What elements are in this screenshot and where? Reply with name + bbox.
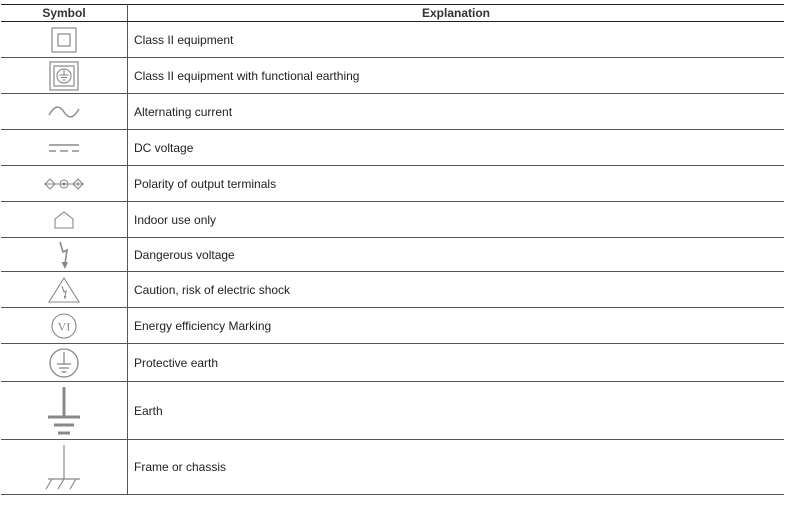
symbol-table-container: [1, 4, 784, 495]
dangerous-voltage-icon: [57, 240, 71, 270]
symbol-table: [1, 4, 784, 495]
explanation-cell: Caution, risk of electric shock: [128, 272, 785, 308]
symbol-cell: [1, 382, 128, 440]
symbol-cell: [1, 130, 128, 166]
vi-icon-text: VI: [57, 319, 71, 333]
symbol-cell: [1, 22, 128, 58]
frame-chassis-icon: [44, 443, 84, 491]
earth-icon: [44, 385, 84, 437]
symbol-cell: [1, 308, 128, 344]
table-header-row: [1, 5, 784, 22]
symbol-cell: [1, 166, 128, 202]
table-row: [1, 202, 784, 238]
table-row: [1, 58, 784, 94]
header-symbol: Symbol: [1, 5, 128, 22]
dc-voltage-icon: [47, 142, 81, 154]
explanation-cell: Energy efficiency Marking: [128, 308, 785, 344]
symbol-cell: [1, 344, 128, 382]
table-row: [1, 130, 784, 166]
explanation-cell: Alternating current: [128, 94, 785, 130]
explanation-cell: Dangerous voltage: [128, 238, 785, 272]
symbol-cell: [1, 58, 128, 94]
explanation-cell: Class II equipment: [128, 22, 785, 58]
explanation-cell: Indoor use only: [128, 202, 785, 238]
table-row: [1, 382, 784, 440]
table-row: [1, 166, 784, 202]
explanation-cell: Polarity of output terminals: [128, 166, 785, 202]
alternating-current-icon: [47, 104, 81, 120]
explanation-cell: DC voltage: [128, 130, 785, 166]
table-row: [1, 272, 784, 308]
symbol-cell: [1, 272, 128, 308]
table-row: [1, 344, 784, 382]
energy-efficiency-vi-icon: [50, 312, 78, 340]
electric-shock-warning-icon: [47, 276, 81, 304]
header-explanation: Explanation: [128, 5, 785, 22]
table-row: [1, 94, 784, 130]
table-row: [1, 308, 784, 344]
explanation-cell: Frame or chassis: [128, 440, 785, 495]
table-row: [1, 440, 784, 495]
class-ii-equipment-icon: [51, 27, 77, 53]
symbol-cell: [1, 202, 128, 238]
class-ii-functional-earth-icon: [49, 61, 79, 91]
explanation-cell: Class II equipment with functional earthing: [128, 58, 785, 94]
table-row: [1, 22, 784, 58]
symbol-cell: [1, 238, 128, 272]
indoor-use-icon: [53, 210, 75, 230]
symbol-cell: [1, 440, 128, 495]
explanation-cell: Earth: [128, 382, 785, 440]
explanation-cell: Protective earth: [128, 344, 785, 382]
symbol-cell: [1, 94, 128, 130]
table-row: [1, 238, 784, 272]
polarity-icon: [43, 177, 85, 191]
protective-earth-icon: [48, 347, 80, 379]
